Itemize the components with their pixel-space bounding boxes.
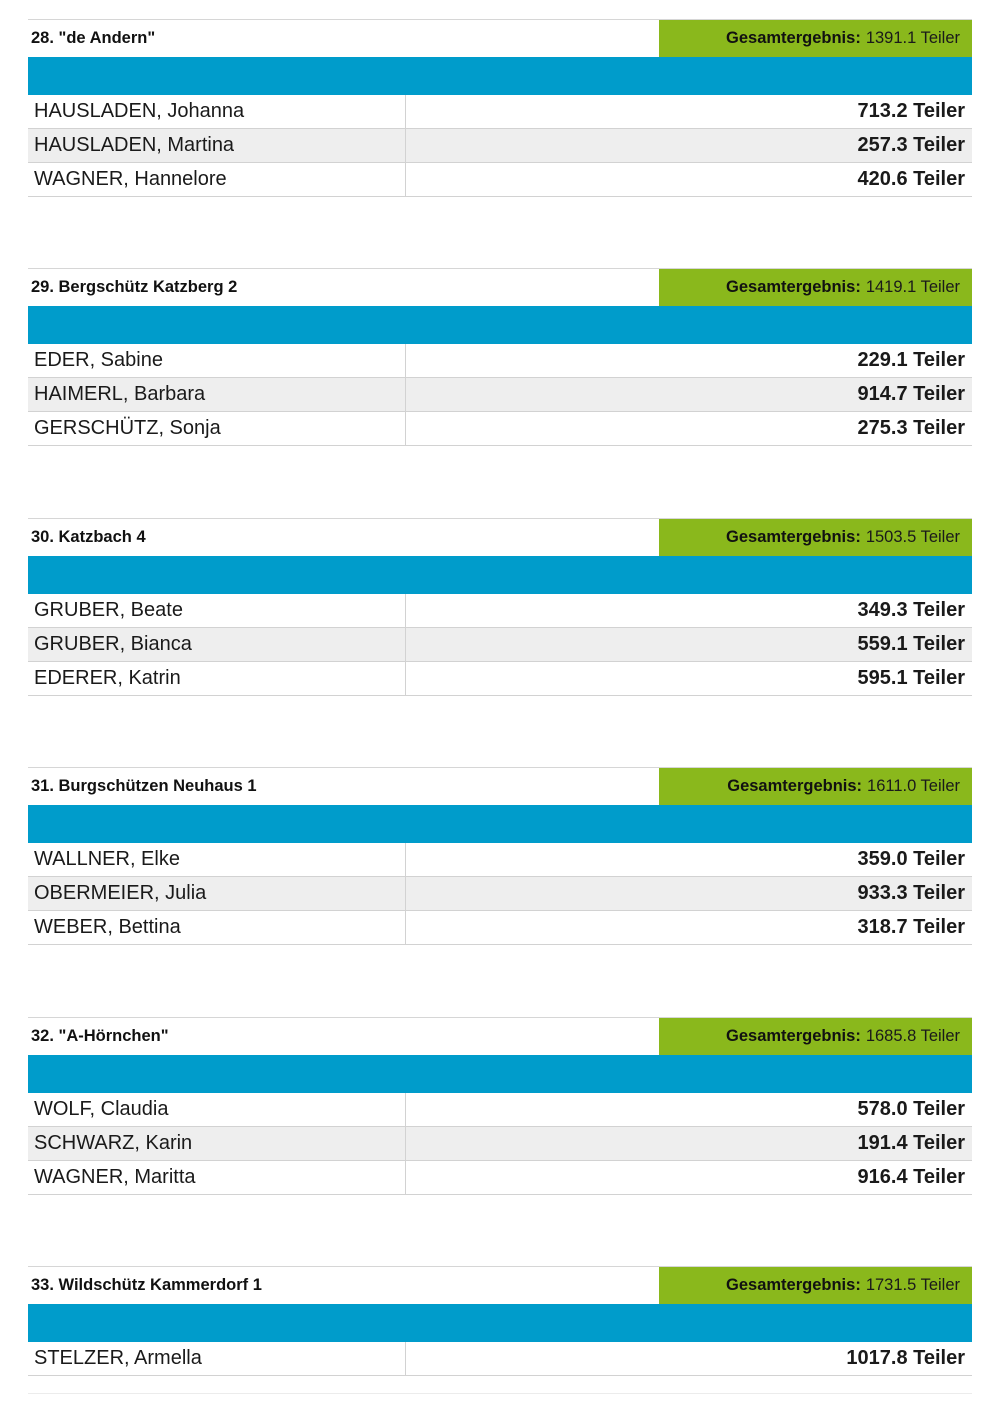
table-row — [28, 1093, 972, 1127]
member-name: WALLNER, Elke — [28, 843, 406, 876]
team-total — [659, 519, 972, 556]
total-value: 1391.1 Teiler — [865, 29, 960, 47]
total-value: 1503.5 Teiler — [865, 528, 960, 546]
team-block — [28, 19, 972, 197]
team-block — [28, 518, 972, 696]
table-row — [28, 378, 972, 412]
table-row — [28, 843, 972, 877]
member-score: 559.1 Teiler — [857, 633, 965, 655]
member-name: WAGNER, Hannelore — [28, 163, 406, 196]
team-color-bar — [28, 306, 972, 344]
table-row — [28, 1127, 972, 1161]
team-total — [659, 20, 972, 57]
member-score: 595.1 Teiler — [857, 667, 965, 689]
table-row — [28, 911, 972, 945]
member-score: 420.6 Teiler — [857, 168, 965, 190]
table-row — [28, 344, 972, 378]
table-row — [28, 412, 972, 446]
member-score: 349.3 Teiler — [857, 599, 965, 621]
total-label: Gesamtergebnis: — [726, 278, 861, 296]
member-name: GRUBER, Bianca — [28, 628, 406, 661]
team-color-bar — [28, 556, 972, 594]
total-value: 1731.5 Teiler — [865, 1276, 960, 1294]
team-total — [659, 1267, 972, 1304]
member-score: 229.1 Teiler — [857, 349, 965, 371]
member-name: HAUSLADEN, Johanna — [28, 95, 406, 128]
team-color-bar — [28, 1304, 972, 1342]
team-block — [28, 1017, 972, 1195]
team-title: 32. "A-Hörnchen" — [31, 1027, 169, 1045]
member-score: 359.0 Teiler — [857, 848, 965, 870]
member-score: 191.4 Teiler — [857, 1132, 965, 1154]
team-block — [28, 767, 972, 945]
team-total — [659, 269, 972, 306]
total-label: Gesamtergebnis: — [726, 528, 861, 546]
member-score: 257.3 Teiler — [857, 134, 965, 156]
team-color-bar — [28, 57, 972, 95]
total-value: 1685.8 Teiler — [865, 1027, 960, 1045]
member-name: SCHWARZ, Karin — [28, 1127, 406, 1160]
team-total — [659, 1018, 972, 1055]
table-row — [28, 877, 972, 911]
divider — [28, 1393, 972, 1394]
member-score: 713.2 Teiler — [857, 100, 965, 122]
table-row — [28, 662, 972, 696]
table-row — [28, 1161, 972, 1195]
member-score: 933.3 Teiler — [857, 882, 965, 904]
member-name: WEBER, Bettina — [28, 911, 406, 944]
table-row — [28, 594, 972, 628]
team-color-bar — [28, 805, 972, 843]
member-score: 916.4 Teiler — [857, 1166, 965, 1188]
total-label: Gesamtergebnis: — [726, 29, 861, 47]
team-title: 30. Katzbach 4 — [31, 528, 146, 546]
member-score: 1017.8 Teiler — [846, 1347, 965, 1369]
member-name: WAGNER, Maritta — [28, 1161, 406, 1194]
member-name: GERSCHÜTZ, Sonja — [28, 412, 406, 445]
team-header — [28, 767, 972, 805]
member-name: HAIMERL, Barbara — [28, 378, 406, 411]
team-color-bar — [28, 1055, 972, 1093]
team-title: 31. Burgschützen Neuhaus 1 — [31, 777, 257, 795]
team-header — [28, 268, 972, 306]
member-score: 914.7 Teiler — [857, 383, 965, 405]
total-label: Gesamtergebnis: — [726, 1027, 861, 1045]
member-name: HAUSLADEN, Martina — [28, 129, 406, 162]
team-title: 28. "de Andern" — [31, 29, 156, 47]
team-header — [28, 19, 972, 57]
member-name: EDERER, Katrin — [28, 662, 406, 695]
member-score: 578.0 Teiler — [857, 1098, 965, 1120]
total-label: Gesamtergebnis: — [727, 777, 863, 795]
member-name: STELZER, Armella — [28, 1342, 406, 1375]
member-name: EDER, Sabine — [28, 344, 406, 377]
table-row — [28, 95, 972, 129]
total-value: 1419.1 Teiler — [865, 278, 960, 296]
team-header — [28, 1266, 972, 1304]
member-name: OBERMEIER, Julia — [28, 877, 406, 910]
table-row — [28, 1342, 972, 1376]
total-value: 1611.0 Teiler — [867, 777, 960, 795]
table-row — [28, 628, 972, 662]
team-title: 33. Wildschütz Kammerdorf 1 — [31, 1276, 262, 1294]
team-header — [28, 1017, 972, 1055]
team-total — [659, 768, 972, 805]
member-name: WOLF, Claudia — [28, 1093, 406, 1126]
member-name: GRUBER, Beate — [28, 594, 406, 627]
total-label: Gesamtergebnis: — [726, 1276, 861, 1294]
member-score: 275.3 Teiler — [857, 417, 965, 439]
team-title: 29. Bergschütz Katzberg 2 — [31, 278, 238, 296]
table-row — [28, 129, 972, 163]
table-row — [28, 163, 972, 197]
team-header — [28, 518, 972, 556]
team-block — [28, 268, 972, 446]
team-block — [28, 1266, 972, 1376]
member-score: 318.7 Teiler — [857, 916, 965, 938]
